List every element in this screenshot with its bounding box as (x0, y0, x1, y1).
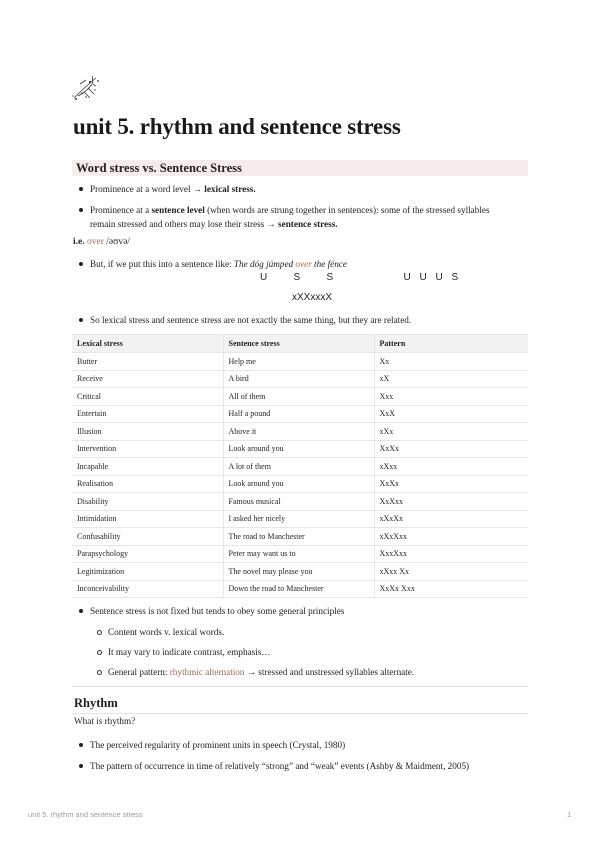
table-cell: Xxx (374, 388, 528, 406)
bullet-text: Sentence stress is not fixed but tends to obey some general principles (90, 606, 345, 616)
bullet-text: The pattern of occurrence in time of relatively “strong” and “weak” events (Ashby & Maidment, 2005) (90, 761, 470, 771)
table-cell: A lot of them (223, 458, 374, 476)
highlight-text: rhythmic alternation (169, 667, 245, 677)
example-part-brown: over (295, 259, 312, 269)
table-cell: xXxx Xx (374, 563, 528, 581)
example-part: The dóg júmped (233, 259, 296, 269)
page-title: unit 5. rhythm and sentence stress (73, 114, 401, 139)
table-row (72, 353, 528, 371)
table-row (72, 405, 528, 423)
bullet-text: Prominence at a (90, 205, 152, 215)
stress-table (72, 334, 528, 598)
table-cell: Legitimization (72, 563, 223, 581)
subbullet-contrast (108, 645, 271, 659)
bullet-text: Prominence at a word level → (90, 184, 205, 194)
example-part: the fénce (311, 259, 347, 269)
bullet-dot-icon (79, 262, 83, 266)
bullet-text: The perceived regularity of prominent units in speech (Crystal, 1980) (90, 740, 346, 750)
bullet-dot-icon (79, 187, 83, 191)
table-cell: XxXx (374, 475, 528, 493)
rhythm-question: What is rhythm? (74, 716, 136, 726)
table-cell: Peter may want us to (223, 545, 374, 563)
table-cell: A bird (223, 370, 374, 388)
table-cell: Famous musical (223, 493, 374, 511)
table-cell: Half a pound (223, 405, 374, 423)
page-number: 1 (567, 810, 572, 819)
table-cell: Xx (374, 353, 528, 371)
bullet-sentence-example (90, 257, 347, 271)
table-row (72, 440, 528, 458)
bold-text: sentence level (151, 205, 205, 215)
table-row (72, 493, 528, 511)
subbullet-content-words (108, 625, 224, 639)
table-cell: Down the road to Manchester (223, 580, 374, 598)
table-row (72, 423, 528, 441)
table-row (72, 545, 528, 563)
ie-label: i.e. (73, 237, 85, 247)
table-cell: XxxXxx (374, 545, 528, 563)
bullet-text-line2: remain stressed and others may lose their stress → (90, 219, 279, 229)
table-cell: xXxx (374, 458, 528, 476)
table-row (72, 388, 528, 406)
column-header: Pattern (374, 335, 528, 353)
bullet-dot-icon (79, 609, 83, 613)
table-cell: xX (374, 370, 528, 388)
table-cell: Entertain (72, 405, 223, 423)
subbullet-text: Content words v. lexical words. (108, 627, 225, 637)
bullet-principles (90, 604, 344, 618)
table-cell: XxXx Xxx (374, 580, 528, 598)
table-cell: Disability (72, 493, 223, 511)
table-cell: XxX (374, 405, 528, 423)
column-header: Lexical stress (72, 335, 223, 353)
table-cell: Above it (223, 423, 374, 441)
example-line (73, 237, 130, 247)
subbullet-text: It may vary to indicate contrast, emphasis… (108, 647, 271, 657)
example-sentence (234, 259, 347, 269)
bullet-sentence-stress (90, 203, 520, 231)
table-cell: Intimidation (72, 510, 223, 528)
stress-marks: U S S U U U S (260, 272, 459, 283)
bold-text: sentence stress. (278, 219, 338, 229)
subbullet-text-cont: → stressed and unstressed syllables alternate. (244, 667, 415, 677)
bullet-text: So lexical stress and sentence stress are not exactly the same thing, but they are related. (90, 315, 412, 325)
subbullet-circle-icon (97, 650, 102, 655)
bullet-dot-icon (79, 743, 83, 747)
table-row (72, 528, 528, 546)
table-cell: I asked her nicely (223, 510, 374, 528)
table-cell: xXxXxx (374, 528, 528, 546)
subbullet-general-pattern (108, 665, 414, 679)
bullet-lexical-stress (90, 182, 256, 196)
table-cell: Critical (72, 388, 223, 406)
bullet-text-cont: (when words are strung together in sentences): some of the stressed syllables (204, 205, 490, 215)
table-cell: Incapable (72, 458, 223, 476)
table-row (72, 580, 528, 598)
bullet-text: But, if we put this into a sentence like: (90, 259, 234, 269)
table-cell: Help me (223, 353, 374, 371)
table-cell: Parapsychology (72, 545, 223, 563)
table-cell: Realisation (72, 475, 223, 493)
table-cell: Intervention (72, 440, 223, 458)
bullet-rhythm-def1 (90, 738, 345, 752)
ipa-transcription: /əʊvə/ (103, 237, 130, 247)
bullet-dot-icon (79, 208, 83, 212)
bullet-rhythm-def2 (90, 759, 469, 773)
subbullet-circle-icon (97, 630, 102, 635)
divider (72, 713, 528, 714)
table-row (72, 510, 528, 528)
table-cell: Confusability (72, 528, 223, 546)
sketch-logo-icon (70, 72, 104, 104)
bullet-dot-icon (79, 318, 83, 322)
table-row (72, 458, 528, 476)
table-cell: Look around you (223, 440, 374, 458)
table-cell: xXxXx (374, 510, 528, 528)
table-cell: Receive (72, 370, 223, 388)
stress-pattern: xXXxxxX (292, 292, 333, 303)
table-cell: The novel may please you (223, 563, 374, 581)
column-header: Sentence stress (223, 335, 374, 353)
table-cell: Butter (72, 353, 223, 371)
table-cell: Illusion (72, 423, 223, 441)
table-row (72, 563, 528, 581)
bullet-dot-icon (79, 764, 83, 768)
bullet-related (90, 313, 411, 327)
section-heading-rhythm: Rhythm (74, 696, 118, 710)
table-row (72, 370, 528, 388)
table-cell: All of them (223, 388, 374, 406)
table-cell: Inconceivability (72, 580, 223, 598)
footer-title: unit 5. rhythm and sentence stress (28, 810, 143, 819)
section-heading-word-stress: Word stress vs. Sentence Stress (72, 160, 528, 176)
table-cell: Look around you (223, 475, 374, 493)
table-cell: The road to Manchester (223, 528, 374, 546)
divider (72, 686, 528, 687)
table-cell: XxXxx (374, 493, 528, 511)
subbullet-text: General pattern: (108, 667, 170, 677)
table-header-row (72, 335, 528, 353)
example-word: over (86, 237, 104, 247)
bold-text: lexical stress. (204, 184, 256, 194)
table-row (72, 475, 528, 493)
subbullet-circle-icon (97, 670, 102, 675)
table-cell: xXx (374, 423, 528, 441)
table-cell: XxXx (374, 440, 528, 458)
